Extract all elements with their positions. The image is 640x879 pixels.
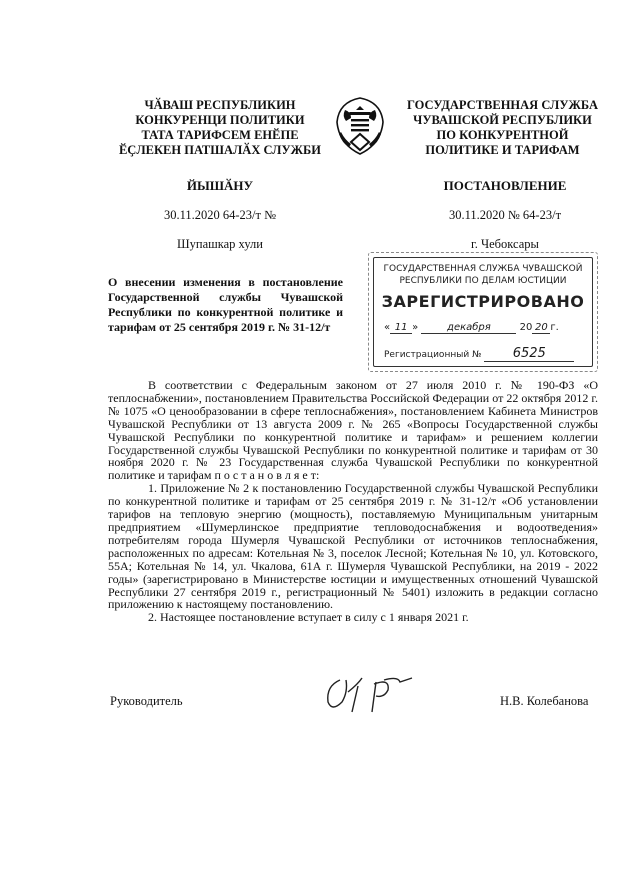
stamp-authority-line-2: РЕСПУБЛИКИ ПО ДЕЛАМ ЮСТИЦИИ (399, 276, 567, 286)
stamp-day: 11 (390, 322, 412, 334)
document-body (108, 379, 598, 624)
body-paragraph: 1. Приложение № 2 к постановлению Государственной службы Чувашской Республики по конкурентной политике и тарифам от 25 сентября 2019 г. № 31-12/т «Об установлении тарифов на тепловую энергию (мощность), поставляемую Муниципальным унитарным предприятием «Шумерлинское предприятие тепловодоснабжения и водоотведения» потребителям города Шумерля Чувашской Республики от источников теплоснабжения, расположенных по адресам: Котельная № 3, поселок Лесной; Котельная № 10, ул. Котовского, 55А; Котельная № 14, ул. Чкалова, 61А г. Шумерля Чувашской Республики, на 2019 - 2022 годы» (зарегистрировано в Министерстве юстиции и имущественных отношений Чувашской Республики 27 сентября 2019 г., регистрационный № 5401) изложить в редакции согласно приложению к настоящему постановлению. (108, 481, 598, 612)
chuvash-emblem-icon (331, 92, 389, 160)
stamp-year-unit: г. (550, 322, 559, 333)
header-left-line: ЧӐВАШ РЕСПУБЛИКИН (144, 98, 296, 112)
date-number-russian: 30.11.2020 № 64-23/т (448, 208, 562, 222)
body-paragraph: 2. Настоящее постановление вступает в силу с 1 января 2021 г. (148, 610, 469, 625)
handwritten-signature-icon (318, 672, 438, 714)
header-left-line: ӖҪЛЕКЕН ПАТШАЛӐХ СЛУЖБИ (118, 143, 322, 157)
header-left-line: КОНКУРЕНЦИ ПОЛИТИКИ (135, 113, 305, 127)
stamp-month: декабря (421, 322, 516, 334)
stamp-date-line: « 11 » декабря 20 20 г. (384, 322, 559, 333)
header-left-line: ТАТА ТАРИФСЕМ ЕНӖПЕ (141, 128, 299, 142)
stamp-year-suffix: 20 (532, 322, 550, 334)
signer-name: Н.В. Колебанова (500, 694, 589, 708)
stamp-authority-line-1: ГОСУДАРСТВЕННАЯ СЛУЖБА ЧУВАШСКОЙ (383, 264, 583, 274)
place-chuvash: Шупашкар хули (177, 237, 263, 251)
place-russian: г. Чебоксары (471, 237, 539, 251)
doc-type-russian: ПОСТАНОВЛЕНИЕ (443, 178, 567, 193)
registration-stamp (373, 257, 593, 367)
document-subject: О внесении изменения в постановление Государственной службы Чувашской Республики по конкурентной политике и тарифам от 25 сентября 2019 г. № 31-12/т (108, 275, 343, 334)
header-right-line: ПО КОНКУРЕНТНОЙ (436, 128, 569, 142)
stamp-registered-label: ЗАРЕГИСТРИРОВАНО (381, 292, 585, 311)
header-right-line: ЧУВАШСКОЙ РЕСПУБЛИКИ (413, 113, 592, 127)
header-russian-name (395, 98, 610, 158)
date-number-chuvash: 30.11.2020 64-23/т № (163, 208, 277, 222)
doc-type-chuvash: ЙЫШӐНУ (186, 178, 254, 193)
signer-title: Руководитель (110, 694, 183, 708)
header-right-line: ПОЛИТИКЕ И ТАРИФАМ (425, 143, 580, 157)
stamp-year-prefix: 20 (519, 322, 533, 333)
body-paragraph: В соответствии с Федеральным законом от 27 июля 2010 г. № 190-ФЗ «О теплоснабжении», постановлением Правительства Российской Федерации от 22 октября 2012 г. № 1075 «О ценообразовании в сфере теплоснабжения», постановлением Кабинета Министров Чувашской Республики от 13 августа 2009 г. № 265 «Вопросы Государственной службы Чувашской Республики по конкурентной политике и тарифам» и решением коллегии Государственной службы Чувашской Республики по конкурентной политике и тарифам от 30 ноября 2020 г. № 23 Государственная служба Чувашской Республики по конкурентной политике и тарифам п о с т а н о в л я е т: (108, 378, 598, 483)
header-right-line: ГОСУДАРСТВЕННАЯ СЛУЖБА (406, 98, 599, 112)
stamp-reg-number: 6525 (484, 346, 574, 362)
header-chuvash-name (110, 98, 330, 158)
stamp-reg-label: Регистрационный № (384, 350, 482, 360)
stamp-reg-number-line (384, 346, 584, 362)
